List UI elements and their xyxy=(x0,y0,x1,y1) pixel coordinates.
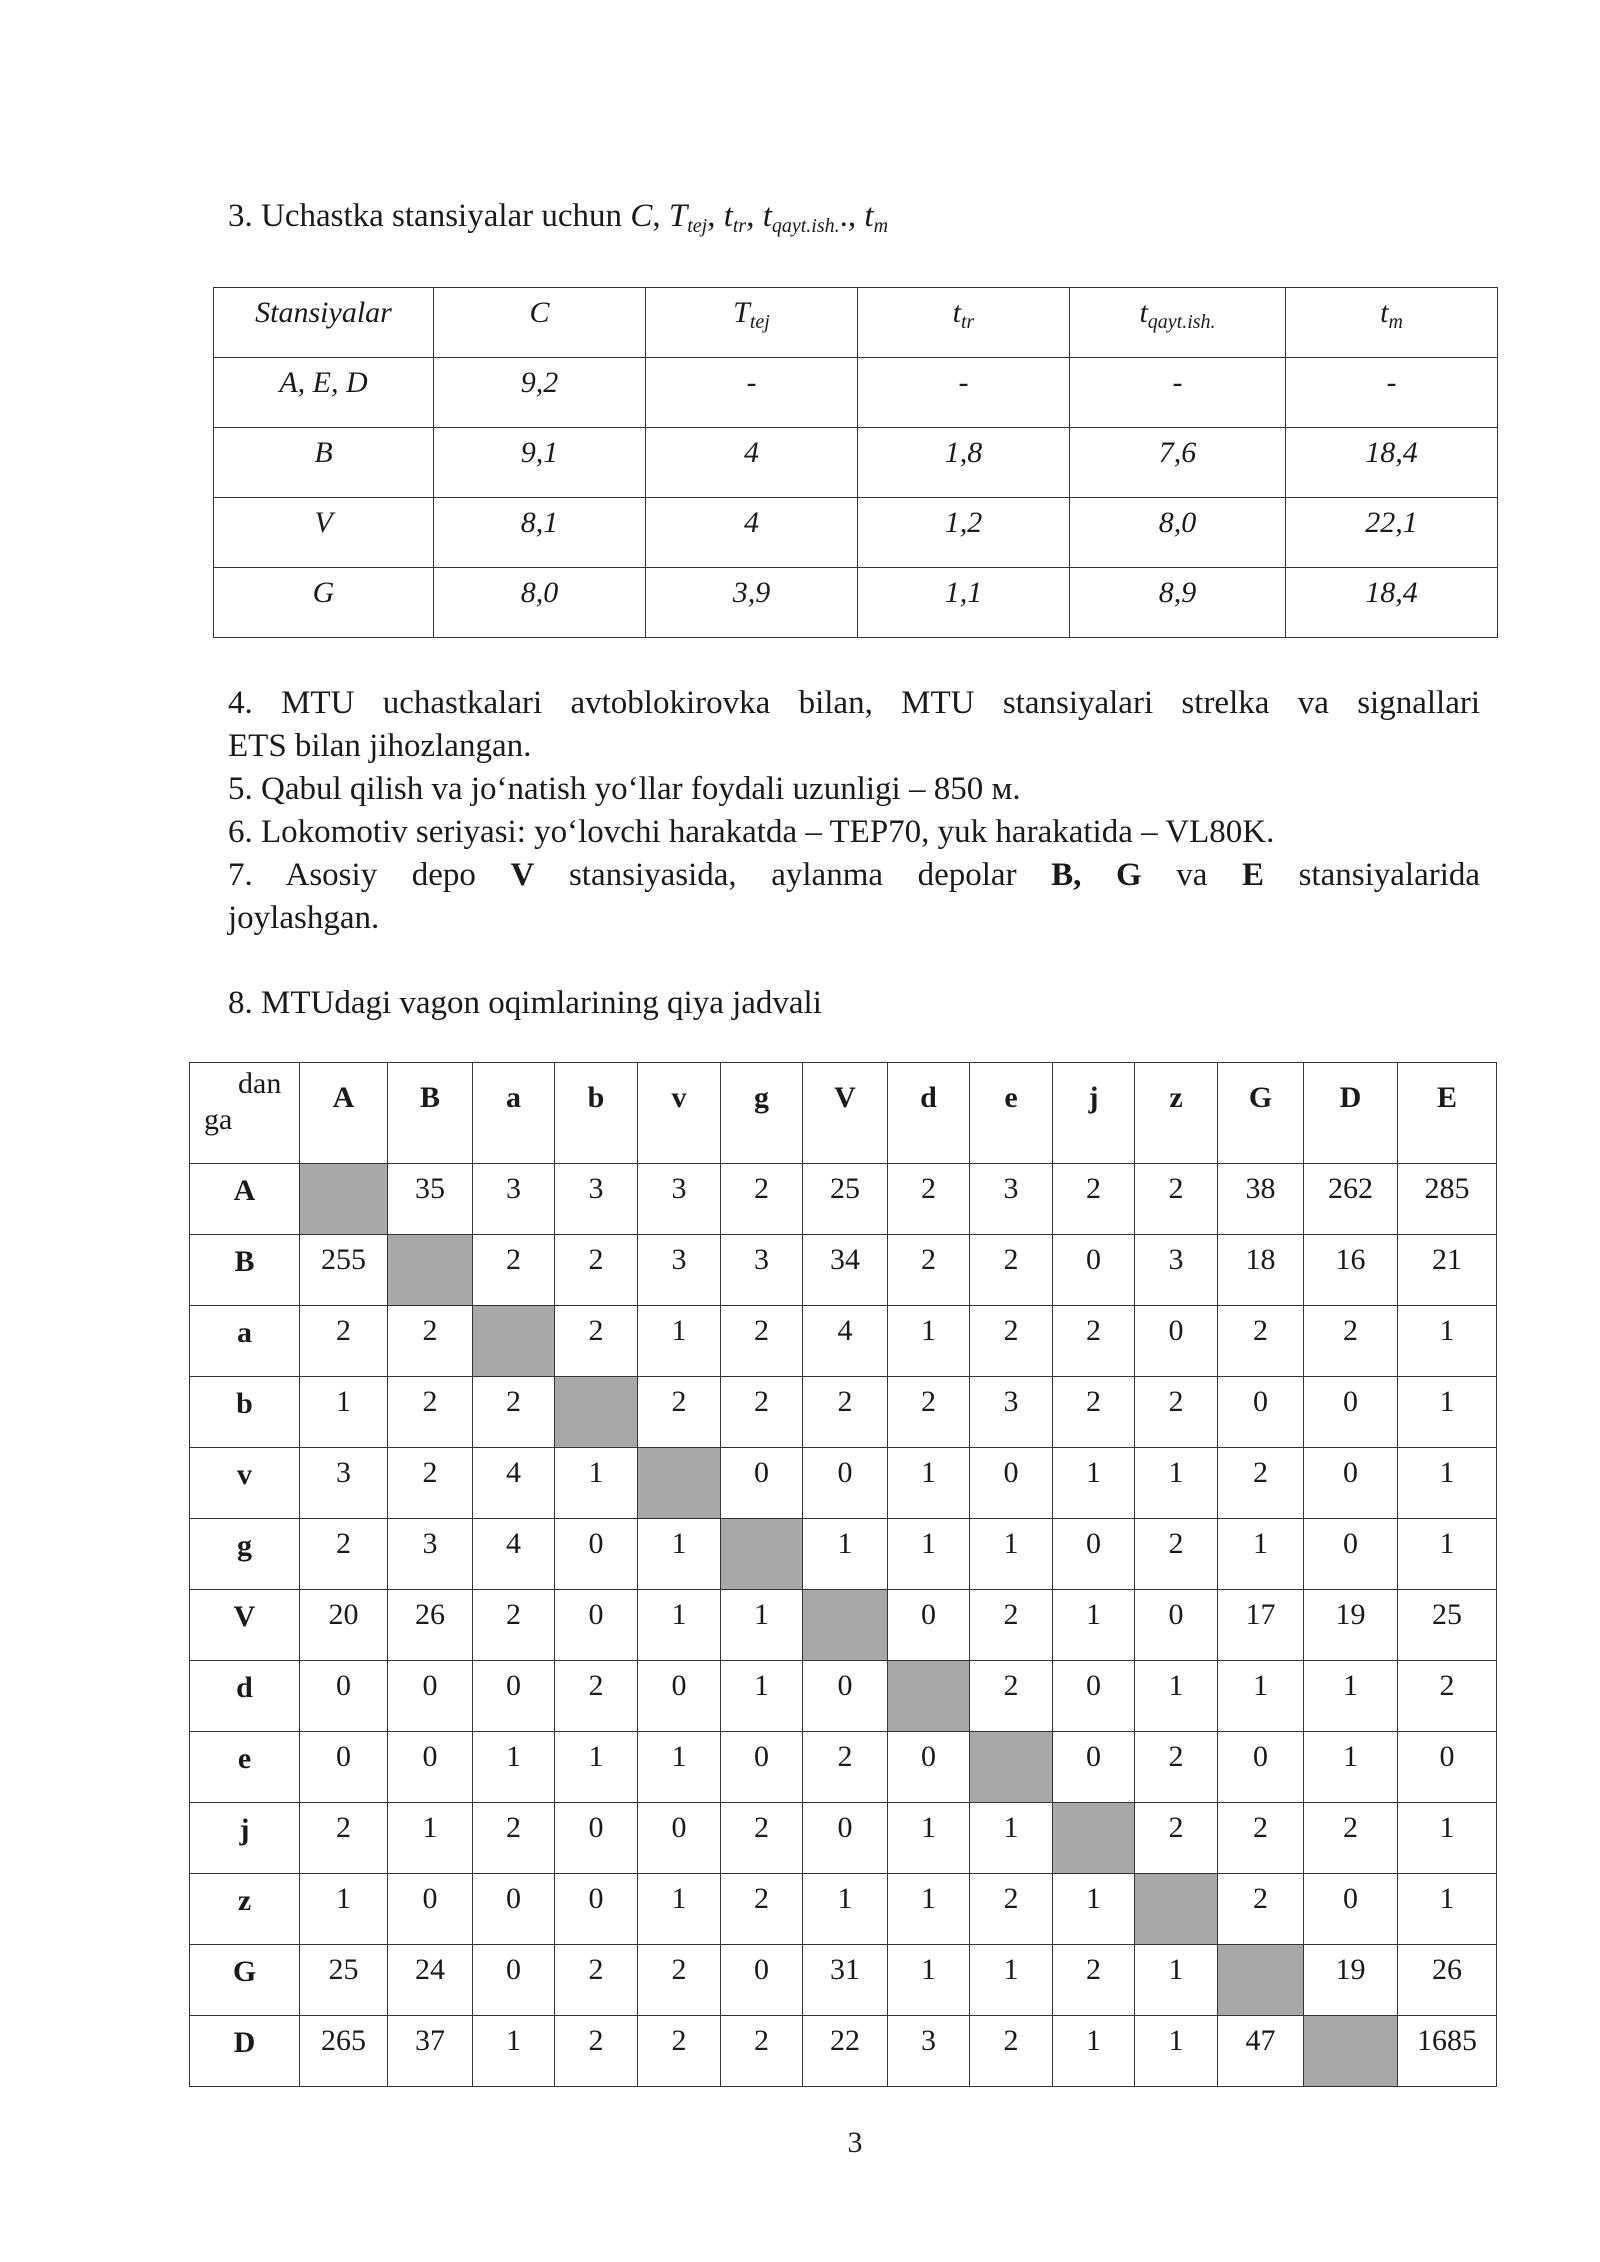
table-cell: 0 xyxy=(388,1661,473,1732)
table-cell: 2 xyxy=(300,1306,388,1377)
table-cell: 0 xyxy=(1398,1732,1497,1803)
table-cell: 2 xyxy=(721,1164,803,1235)
page-number: 3 xyxy=(847,2126,863,2159)
corner-to-label: ga xyxy=(204,1103,233,1136)
column-header: g xyxy=(721,1063,803,1164)
table-cell: 3 xyxy=(388,1519,473,1590)
station-name-cell: G xyxy=(214,568,434,638)
table-cell: 9,1 xyxy=(434,428,646,498)
table-cell: 2 xyxy=(638,2016,721,2087)
table-cell: 2 xyxy=(388,1448,473,1519)
table-cell: 22 xyxy=(803,2016,888,2087)
row-header: G xyxy=(190,1945,300,2016)
diagonal-cell xyxy=(888,1661,970,1732)
paragraph-5: 5. Qabul qilish va jo‘natish yo‘llar foydali uzunligi – 850 м. xyxy=(228,771,1021,807)
table-row xyxy=(190,1945,1497,2016)
column-header: a xyxy=(473,1063,555,1164)
table-cell: 2 xyxy=(970,1235,1053,1306)
column-header: D xyxy=(1304,1063,1398,1164)
diagonal-cell xyxy=(1218,1945,1304,2016)
header-t-m: $t_m$ xyxy=(1286,288,1498,358)
table-cell: 35 xyxy=(388,1164,473,1235)
table-cell: 3 xyxy=(970,1164,1053,1235)
table-cell: 3 xyxy=(473,1164,555,1235)
row-header: g xyxy=(190,1519,300,1590)
table-cell: 2 xyxy=(1053,1945,1135,2016)
table-cell: 2 xyxy=(555,1306,638,1377)
table-cell: 1 xyxy=(1398,1519,1497,1590)
table-cell: 0 xyxy=(300,1661,388,1732)
table-cell: 3 xyxy=(555,1164,638,1235)
table-cell: 1 xyxy=(1398,1306,1497,1377)
table-cell: 3 xyxy=(888,2016,970,2087)
table-cell: 0 xyxy=(1304,1874,1398,1945)
table-cell: 25 xyxy=(1398,1590,1497,1661)
table-cell: 1 xyxy=(1398,1874,1497,1945)
table-cell: 2 xyxy=(1218,1448,1304,1519)
table-cell: 0 xyxy=(1053,1519,1135,1590)
table-cell: 24 xyxy=(388,1945,473,2016)
table-cell: 1 xyxy=(1398,1803,1497,1874)
table-cell: 1 xyxy=(1135,1448,1218,1519)
table-cell: 1 xyxy=(888,1306,970,1377)
column-header: j xyxy=(1053,1063,1135,1164)
diagonal-cell xyxy=(638,1448,721,1519)
table-cell: 2 xyxy=(721,1377,803,1448)
table-cell: 2 xyxy=(1218,1803,1304,1874)
header-c: C xyxy=(434,288,646,358)
table-cell: 0 xyxy=(888,1732,970,1803)
table-row xyxy=(214,498,1498,568)
table-cell: 2 xyxy=(1135,1377,1218,1448)
table-cell: 0 xyxy=(638,1661,721,1732)
row-header: A xyxy=(190,1164,300,1235)
table-cell: 0 xyxy=(473,1874,555,1945)
table-cell: 1 xyxy=(473,2016,555,2087)
table-cell: 0 xyxy=(555,1803,638,1874)
paragraph-4-line-2: ETS bilan jihozlangan. xyxy=(228,728,532,764)
table-cell: 2 xyxy=(300,1803,388,1874)
column-header: G xyxy=(1218,1063,1304,1164)
table-cell: 2 xyxy=(388,1377,473,1448)
diagonal-cell xyxy=(300,1164,388,1235)
table-cell: 1 xyxy=(721,1590,803,1661)
table-cell: 1 xyxy=(888,1945,970,2016)
table-cell: 1 xyxy=(1135,2016,1218,2087)
header-t-tej: $T_{tej}$ xyxy=(646,288,858,358)
table-cell: 2 xyxy=(555,1945,638,2016)
table-cell: 1 xyxy=(1053,1590,1135,1661)
table-cell: 2 xyxy=(1218,1874,1304,1945)
diagonal-cell xyxy=(1053,1803,1135,1874)
table-cell: 1 xyxy=(555,1448,638,1519)
table-cell: 1 xyxy=(1218,1661,1304,1732)
table-cell: 0 xyxy=(1218,1732,1304,1803)
table-cell: 1 xyxy=(970,1803,1053,1874)
table-cell: 0 xyxy=(803,1448,888,1519)
table-cell: 0 xyxy=(555,1874,638,1945)
table-cell: 0 xyxy=(1053,1235,1135,1306)
diagonal-cell xyxy=(1304,2016,1398,2087)
table-cell: 1,1 xyxy=(858,568,1070,638)
table-row xyxy=(190,1377,1497,1448)
table-cell: 0 xyxy=(1304,1448,1398,1519)
table-cell: 25 xyxy=(300,1945,388,2016)
header-t-tr: $t_{tr}$ xyxy=(858,288,1070,358)
table-cell: 1 xyxy=(721,1661,803,1732)
table-cell: 1 xyxy=(555,1732,638,1803)
table-cell: 2 xyxy=(721,1874,803,1945)
table-cell: 1 xyxy=(1053,2016,1135,2087)
table-cell: 18 xyxy=(1218,1235,1304,1306)
table-cell: 1 xyxy=(888,1519,970,1590)
table-cell: 8,0 xyxy=(434,568,646,638)
table-cell: 2 xyxy=(888,1164,970,1235)
table-cell: 0 xyxy=(1053,1661,1135,1732)
table-cell: 2 xyxy=(1053,1306,1135,1377)
table-cell: 18,4 xyxy=(1286,428,1498,498)
table-row xyxy=(190,1519,1497,1590)
table-cell: 18,4 xyxy=(1286,568,1498,638)
table-cell: 2 xyxy=(721,2016,803,2087)
table-cell: 0 xyxy=(1135,1306,1218,1377)
table-cell: 0 xyxy=(1304,1377,1398,1448)
table-cell: 0 xyxy=(1218,1377,1304,1448)
table-cell: 31 xyxy=(803,1945,888,2016)
table-cell: 1 xyxy=(388,1803,473,1874)
table-cell: 2 xyxy=(473,1590,555,1661)
table-cell: 2 xyxy=(888,1235,970,1306)
table-cell: 0 xyxy=(388,1732,473,1803)
paragraph-6: 6. Lokomotiv seriyasi: yo‘lovchi harakatda – TEP70, yuk harakatida – VL80K. xyxy=(228,814,1275,850)
table-cell: 0 xyxy=(300,1732,388,1803)
section-heading-3: 3. Uchastka stansiyalar uchun C, $T_{tej}$, $t_{tr}$, $t_{qayt.ish.}$., $t_m$ xyxy=(228,198,889,237)
table-cell: 20 xyxy=(300,1590,388,1661)
table-cell: 2 xyxy=(721,1803,803,1874)
table-row xyxy=(190,1164,1497,1235)
table-cell: 3 xyxy=(638,1164,721,1235)
table-cell: 1 xyxy=(1135,1945,1218,2016)
paragraph-7-line-1: 7. Asosiy depo V stansiyasida, aylanma depolar B, G va E stansiyalarida xyxy=(228,857,1481,893)
table-cell: 2 xyxy=(721,1306,803,1377)
table-cell: 1 xyxy=(1135,1661,1218,1732)
wagon-flow-table xyxy=(189,1062,1497,2087)
table-cell: 2 xyxy=(1135,1164,1218,1235)
row-header: V xyxy=(190,1590,300,1661)
table-cell: 1 xyxy=(888,1803,970,1874)
row-header: d xyxy=(190,1661,300,1732)
table-cell: 4 xyxy=(646,498,858,568)
table-cell: 2 xyxy=(1218,1306,1304,1377)
table-cell: 0 xyxy=(888,1590,970,1661)
table-cell: 2 xyxy=(1135,1732,1218,1803)
table-cell: 2 xyxy=(970,1590,1053,1661)
column-header: A xyxy=(300,1063,388,1164)
table-cell: 2 xyxy=(803,1377,888,1448)
table-cell: - xyxy=(1070,358,1286,428)
table-cell: 2 xyxy=(803,1732,888,1803)
table-cell: 1685 xyxy=(1398,2016,1497,2087)
table-cell: 2 xyxy=(1053,1164,1135,1235)
table-cell: 26 xyxy=(388,1590,473,1661)
table-cell: - xyxy=(646,358,858,428)
table-cell: 2 xyxy=(638,1945,721,2016)
table-cell: 3 xyxy=(721,1235,803,1306)
table-cell: 37 xyxy=(388,2016,473,2087)
row-header: D xyxy=(190,2016,300,2087)
table-cell: 3 xyxy=(300,1448,388,1519)
table-row xyxy=(214,568,1498,638)
table-row xyxy=(214,358,1498,428)
table-cell: 22,1 xyxy=(1286,498,1498,568)
table-cell: 1 xyxy=(638,1732,721,1803)
table-cell: 1,8 xyxy=(858,428,1070,498)
table-cell: 1 xyxy=(803,1519,888,1590)
table-cell: 1 xyxy=(888,1874,970,1945)
table-cell: 1,2 xyxy=(858,498,1070,568)
column-header: b xyxy=(555,1063,638,1164)
table-cell: 8,9 xyxy=(1070,568,1286,638)
column-header: V xyxy=(803,1063,888,1164)
table-cell: 3 xyxy=(638,1235,721,1306)
table-cell: 0 xyxy=(803,1803,888,1874)
table-cell: 1 xyxy=(1053,1448,1135,1519)
table-row xyxy=(190,1448,1497,1519)
diagonal-cell xyxy=(1135,1874,1218,1945)
table-cell: 2 xyxy=(1304,1306,1398,1377)
table-cell: 4 xyxy=(473,1519,555,1590)
row-header: a xyxy=(190,1306,300,1377)
table-cell: 2 xyxy=(638,1377,721,1448)
table-cell: 1 xyxy=(1218,1519,1304,1590)
table-cell: 1 xyxy=(888,1448,970,1519)
table-cell: 0 xyxy=(721,1448,803,1519)
table-row xyxy=(190,1661,1497,1732)
table-cell: 2 xyxy=(1135,1519,1218,1590)
table-cell: 2 xyxy=(888,1377,970,1448)
station-name-cell: A, E, D xyxy=(214,358,434,428)
table-cell: 2 xyxy=(970,1874,1053,1945)
table-cell: 2 xyxy=(473,1377,555,1448)
table-cell: 0 xyxy=(555,1519,638,1590)
table-cell: 17 xyxy=(1218,1590,1304,1661)
table-row xyxy=(190,1235,1497,1306)
table-cell: 2 xyxy=(555,1661,638,1732)
column-header: v xyxy=(638,1063,721,1164)
table-cell: 0 xyxy=(388,1874,473,1945)
table-cell: 4 xyxy=(646,428,858,498)
table-cell: 21 xyxy=(1398,1235,1497,1306)
table-cell: 0 xyxy=(803,1661,888,1732)
table-cell: 2 xyxy=(300,1519,388,1590)
column-header: d xyxy=(888,1063,970,1164)
table-cell: 1 xyxy=(1304,1732,1398,1803)
column-header: E xyxy=(1398,1063,1497,1164)
table-cell: 19 xyxy=(1304,1945,1398,2016)
table-cell: 0 xyxy=(721,1945,803,2016)
row-header: e xyxy=(190,1732,300,1803)
table-cell: 1 xyxy=(638,1519,721,1590)
table-cell: 38 xyxy=(1218,1164,1304,1235)
column-header: e xyxy=(970,1063,1053,1164)
table-cell: 3 xyxy=(970,1377,1053,1448)
table-cell: 2 xyxy=(970,1661,1053,1732)
table-cell: 19 xyxy=(1304,1590,1398,1661)
table-cell: 0 xyxy=(555,1590,638,1661)
table-cell: - xyxy=(1286,358,1498,428)
table-row xyxy=(190,1803,1497,1874)
table-cell: 2 xyxy=(473,1803,555,1874)
table-cell: 255 xyxy=(300,1235,388,1306)
table-cell: 34 xyxy=(803,1235,888,1306)
table-cell: 1 xyxy=(1053,1874,1135,1945)
table-row xyxy=(214,428,1498,498)
table-cell: 8,0 xyxy=(1070,498,1286,568)
row-header: b xyxy=(190,1377,300,1448)
diagonal-cell xyxy=(721,1519,803,1590)
paragraph-4-line-1: 4. MTU uchastkalari avtoblokirovka bilan, MTU stansiyalari strelka va signallari xyxy=(228,685,1480,721)
table-cell: 1 xyxy=(300,1874,388,1945)
table-cell: 1 xyxy=(638,1590,721,1661)
column-header: z xyxy=(1135,1063,1218,1164)
diagonal-cell xyxy=(555,1377,638,1448)
table-row xyxy=(190,1874,1497,1945)
station-parameters-table xyxy=(213,287,1498,638)
table-cell: 1 xyxy=(638,1306,721,1377)
table-cell: 262 xyxy=(1304,1164,1398,1235)
table-cell: 4 xyxy=(803,1306,888,1377)
station-name-cell: V xyxy=(214,498,434,568)
table-cell: 1 xyxy=(473,1732,555,1803)
table-cell: - xyxy=(858,358,1070,428)
table-cell: 285 xyxy=(1398,1164,1497,1235)
table-cell: 2 xyxy=(555,2016,638,2087)
table-cell: 2 xyxy=(388,1306,473,1377)
diagonal-cell xyxy=(388,1235,473,1306)
table-cell: 47 xyxy=(1218,2016,1304,2087)
table-cell: 2 xyxy=(970,2016,1053,2087)
corner-from-label: dan xyxy=(238,1067,282,1100)
table-cell: 2 xyxy=(1304,1803,1398,1874)
row-header: j xyxy=(190,1803,300,1874)
table-row xyxy=(190,2016,1497,2087)
table-cell: 1 xyxy=(1398,1448,1497,1519)
table-cell: 265 xyxy=(300,2016,388,2087)
table-cell: 26 xyxy=(1398,1945,1497,2016)
table-cell: 1 xyxy=(1304,1661,1398,1732)
table-cell: 0 xyxy=(638,1803,721,1874)
section-heading-8: 8. MTUdagi vagon oqimlarining qiya jadvali xyxy=(228,985,822,1021)
paragraph-7-line-2: joylashgan. xyxy=(228,900,380,936)
row-header: v xyxy=(190,1448,300,1519)
table-cell: 0 xyxy=(473,1945,555,2016)
table-cell: 0 xyxy=(721,1732,803,1803)
table-cell: 1 xyxy=(300,1377,388,1448)
table-cell: 2 xyxy=(970,1306,1053,1377)
row-header: z xyxy=(190,1874,300,1945)
table-cell: 9,2 xyxy=(434,358,646,428)
table-cell: 0 xyxy=(1053,1732,1135,1803)
table-cell: 4 xyxy=(473,1448,555,1519)
diagonal-cell xyxy=(803,1590,888,1661)
table-cell: 3,9 xyxy=(646,568,858,638)
table-row xyxy=(190,1590,1497,1661)
header-t-qayt: $t_{qayt.ish.}$ xyxy=(1070,288,1286,358)
table-cell: 2 xyxy=(1053,1377,1135,1448)
wagon-flow-header-row xyxy=(190,1063,1497,1164)
table-cell: 1 xyxy=(970,1945,1053,2016)
table-cell: 0 xyxy=(1135,1590,1218,1661)
table-cell: 2 xyxy=(473,1235,555,1306)
table-cell: 16 xyxy=(1304,1235,1398,1306)
corner-cell xyxy=(190,1063,300,1164)
table-cell: 2 xyxy=(1135,1803,1218,1874)
table-row xyxy=(190,1732,1497,1803)
table-cell: 1 xyxy=(1398,1377,1497,1448)
table-cell: 2 xyxy=(555,1235,638,1306)
table-cell: 1 xyxy=(970,1519,1053,1590)
table-row xyxy=(190,1306,1497,1377)
row-header: B xyxy=(190,1235,300,1306)
diagonal-cell xyxy=(473,1306,555,1377)
column-header: B xyxy=(388,1063,473,1164)
table-cell: 0 xyxy=(473,1661,555,1732)
table-cell: 2 xyxy=(1398,1661,1497,1732)
header-stations: Stansiyalar xyxy=(214,288,434,358)
station-name-cell: B xyxy=(214,428,434,498)
table-cell: 8,1 xyxy=(434,498,646,568)
table-cell: 1 xyxy=(638,1874,721,1945)
table-cell: 25 xyxy=(803,1164,888,1235)
diagonal-cell xyxy=(970,1732,1053,1803)
table-cell: 3 xyxy=(1135,1235,1218,1306)
table-header-row xyxy=(214,288,1498,358)
table-cell: 1 xyxy=(803,1874,888,1945)
table-cell: 0 xyxy=(1304,1519,1398,1590)
table-cell: 0 xyxy=(970,1448,1053,1519)
table-cell: 7,6 xyxy=(1070,428,1286,498)
